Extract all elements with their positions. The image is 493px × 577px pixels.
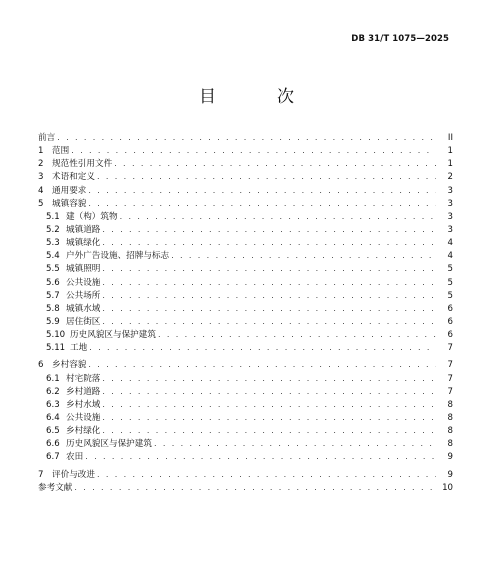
toc-entry-number: 5.2 [46,224,60,235]
toc-entry-label: 城镇绿化 [66,238,101,249]
toc-entry-number: 4 [38,185,44,196]
toc-entry-label: 居住街区 [66,316,101,327]
table-of-contents [38,131,453,494]
toc-entry-6-4[interactable] [38,411,453,424]
toc-entry-number: 6.7 [46,452,60,463]
toc-entry-5-3[interactable] [38,236,453,249]
toc-entry-label: 户外广告设施、招牌与标志 [66,251,170,262]
toc-entry-label: 历史风貌区与保护建筑 [70,330,156,341]
toc-leader-dots [158,328,436,341]
toc-entry-label: 农田 [66,452,84,463]
toc-entry-page: 7 [447,373,453,384]
toc-entry-page: 8 [447,413,453,424]
toc-leader-dots [102,223,436,236]
toc-leader-dots [88,184,436,197]
toc-entry-page: 3 [447,198,453,209]
toc-leader-dots [88,358,436,371]
toc-entry-label: 乡村水域 [66,399,101,410]
toc-entry-page: 9 [447,469,453,480]
toc-entry-number: 3 [38,172,44,183]
toc-entry-page: 7 [447,386,453,397]
toc-entry-number: 5.7 [46,290,60,301]
toc-entry-5-7[interactable] [38,289,453,302]
toc-leader-dots [71,144,436,157]
toc-entry-number: 5 [38,198,44,209]
toc-entry-number: 5.10 [46,330,66,341]
toc-entry-page: 4 [447,238,453,249]
toc-entry-page: II [447,133,453,143]
toc-entry-number: 5.9 [46,316,60,327]
toc-entry-number: 5.11 [46,343,66,354]
toc-leader-dots [102,398,436,411]
toc-entry-label: 范围 [52,146,70,157]
toc-entry-label: 乡村绿化 [66,426,101,437]
toc-entry-page: 4 [447,251,453,262]
toc-leader-dots [154,437,436,450]
toc-entry-number: 7 [38,469,44,480]
toc-entry-label: 前言 [38,133,56,143]
toc-entry-6-6[interactable] [38,437,453,450]
toc-entry-page: 6 [447,303,453,314]
toc-leader-dots [171,249,436,262]
toc-entry-5-6[interactable] [38,276,453,289]
toc-leader-dots [102,411,436,424]
toc-entry-2[interactable] [38,157,453,170]
toc-entry-number: 6.6 [46,439,60,450]
toc-entry-references[interactable] [38,481,453,494]
toc-entry-label: 公共设施 [66,277,101,288]
toc-entry-number: 5.4 [46,251,60,262]
toc-entry-3[interactable] [38,170,453,183]
toc-entry-number: 6.5 [46,426,60,437]
toc-entry-page: 5 [447,277,453,288]
toc-leader-dots [97,170,436,183]
toc-entry-label: 公共场所 [66,290,101,301]
toc-leader-dots [102,372,436,385]
toc-entry-number: 5.6 [46,277,60,288]
toc-leader-dots [88,197,436,210]
toc-entry-page: 8 [447,399,453,410]
toc-entry-label: 规范性引用文件 [52,159,113,170]
toc-entry-5-8[interactable] [38,302,453,315]
toc-entry-4[interactable] [38,184,453,197]
toc-entry-label: 城镇道路 [66,224,101,235]
toc-entry-page: 3 [447,185,453,196]
toc-entry-page: 5 [447,264,453,275]
toc-entry-5[interactable] [38,197,453,210]
toc-entry-5-2[interactable] [38,223,453,236]
toc-entry-number: 6.4 [46,413,60,424]
toc-entry-number: 5.1 [46,211,60,222]
toc-leader-dots [102,289,436,302]
toc-entry-6-5[interactable] [38,424,453,437]
toc-entry-number: 1 [38,146,44,157]
toc-leader-dots [102,385,436,398]
toc-entry-page: 2 [447,172,453,183]
toc-entry-5-9[interactable] [38,315,453,328]
toc-leader-dots [102,424,436,437]
toc-leader-dots [74,481,436,494]
toc-entry-label: 城镇容貌 [52,198,87,209]
toc-entry-7[interactable] [38,468,453,481]
toc-entry-1[interactable] [38,144,453,157]
toc-entry-label: 城镇水域 [66,303,101,314]
toc-entry-number: 5.3 [46,238,60,249]
toc-entry-6-2[interactable] [38,385,453,398]
toc-entry-6-7[interactable] [38,450,453,463]
page-title: 目 次 [199,87,316,107]
toc-entry-page: 9 [447,452,453,463]
toc-entry-number: 6.2 [46,386,60,397]
toc-entry-page: 7 [447,343,453,354]
toc-entry-label: 工地 [70,343,88,354]
toc-entry-preface[interactable] [38,131,453,144]
toc-entry-label: 术语和定义 [52,172,95,183]
toc-leader-dots [102,315,436,328]
toc-entry-number: 5.5 [46,264,60,275]
toc-entry-page: 1 [447,159,453,170]
toc-entry-6-1[interactable] [38,372,453,385]
toc-entry-6-3[interactable] [38,398,453,411]
toc-entry-page: 8 [447,439,453,450]
toc-entry-6[interactable] [38,358,453,371]
toc-leader-dots [97,468,436,481]
toc-leader-dots [120,210,436,223]
toc-entry-number: 6.3 [46,399,60,410]
toc-leader-dots [89,341,436,354]
toc-entry-page: 3 [447,224,453,235]
toc-entry-label: 评价与改进 [52,469,95,480]
toc-entry-number: 2 [38,159,44,170]
standard-number: DB 31/T 1075—2025 [351,34,449,44]
toc-leader-dots [114,157,436,170]
toc-entry-5-4[interactable] [38,249,453,262]
toc-entry-5-11[interactable] [38,341,453,354]
toc-entry-number: 5.8 [46,303,60,314]
toc-entry-5-10[interactable] [38,328,453,341]
toc-entry-page: 10 [442,482,453,493]
toc-leader-dots [102,276,436,289]
toc-entry-label: 通用要求 [52,185,87,196]
toc-entry-label: 公共设施 [66,413,101,424]
toc-leader-dots [102,236,436,249]
toc-entry-label: 历史风貌区与保护建筑 [66,439,152,450]
toc-leader-dots [102,302,436,315]
toc-leader-dots [57,131,436,144]
toc-entry-page: 6 [447,316,453,327]
toc-leader-dots [102,262,436,275]
toc-entry-page: 1 [447,146,453,157]
toc-leader-dots [85,450,436,463]
toc-entry-label: 参考文献 [38,482,73,493]
toc-entry-number: 6.1 [46,373,60,384]
toc-entry-label: 村宅院落 [66,373,101,384]
toc-entry-5-5[interactable] [38,262,453,275]
toc-entry-page: 3 [447,211,453,222]
toc-entry-page: 6 [447,330,453,341]
toc-entry-label: 城镇照明 [66,264,101,275]
toc-entry-label: 建（构）筑物 [66,211,118,222]
toc-entry-page: 7 [447,360,453,371]
toc-entry-label: 乡村容貌 [52,360,87,371]
toc-entry-page: 5 [447,290,453,301]
toc-entry-page: 8 [447,426,453,437]
toc-entry-number: 6 [38,360,44,371]
toc-entry-5-1[interactable] [38,210,453,223]
toc-entry-label: 乡村道路 [66,386,101,397]
